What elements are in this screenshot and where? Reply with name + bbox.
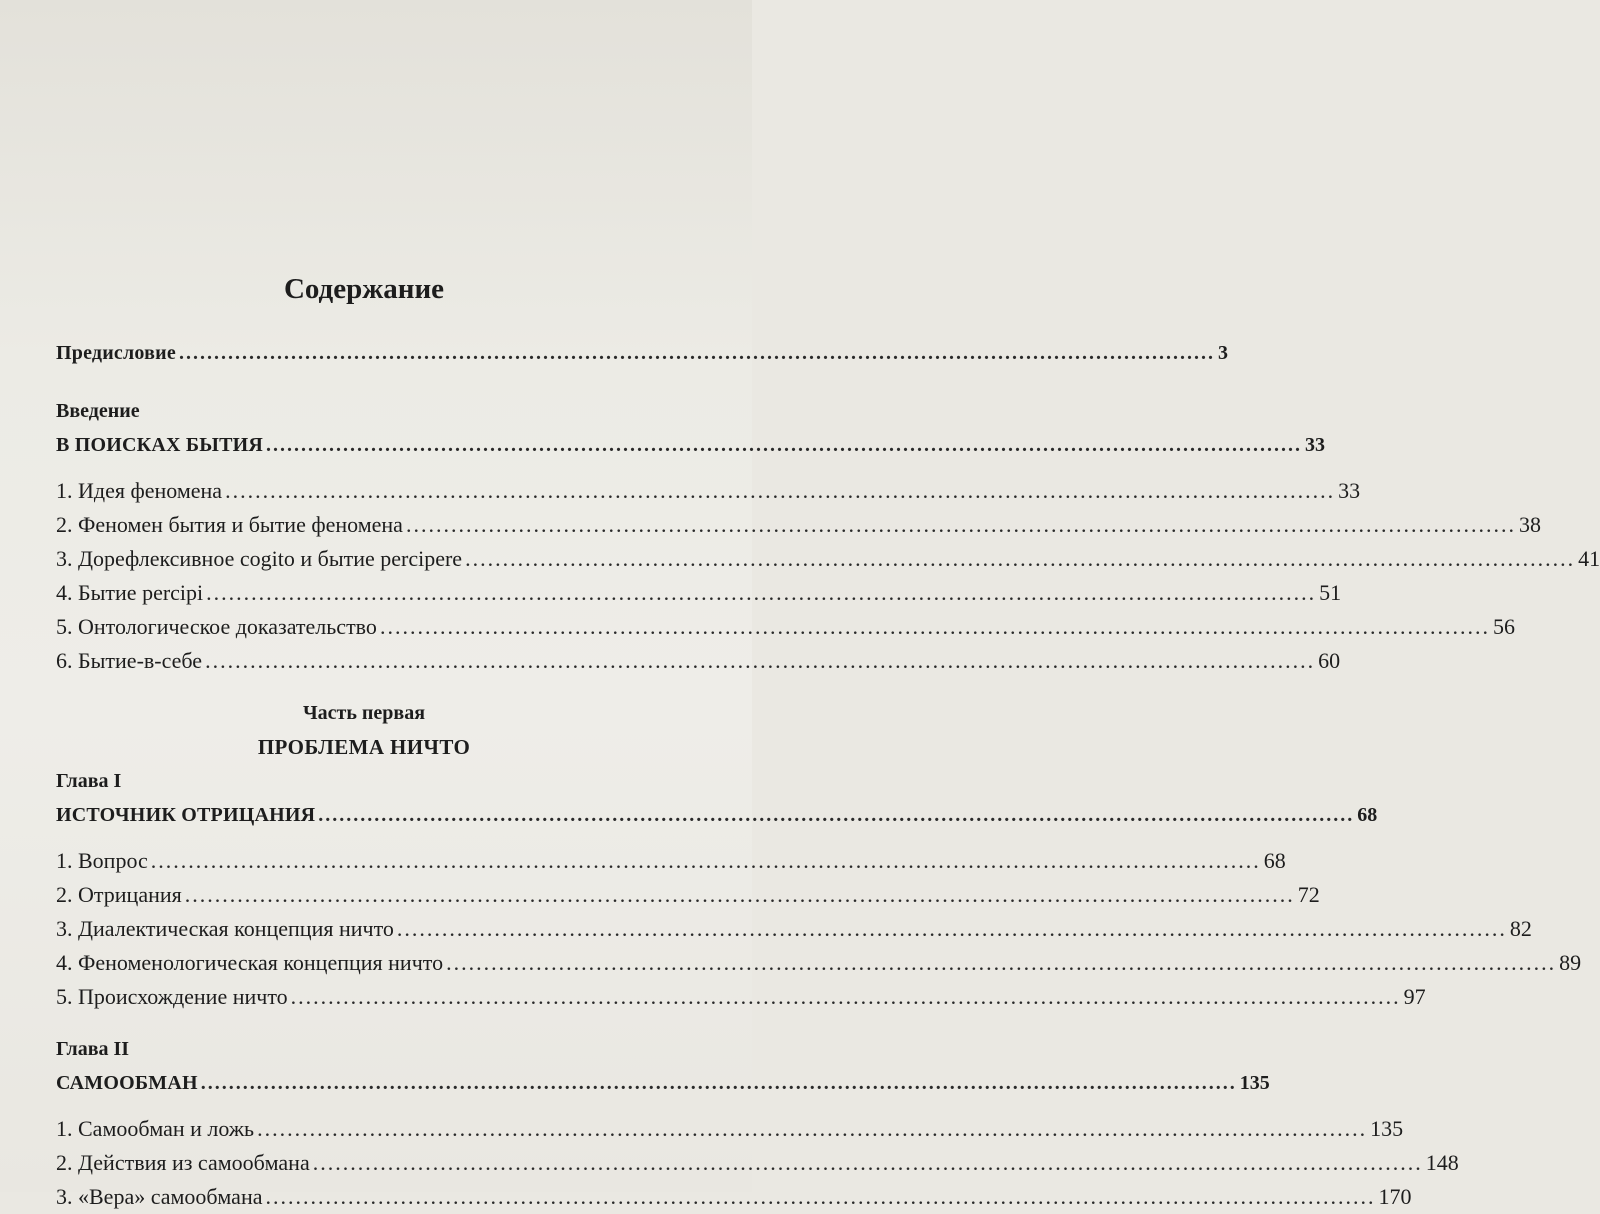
dot-leader	[151, 844, 1261, 878]
toc-page: 135	[1239, 1072, 1270, 1094]
toc-label: 1. Самообман и ложь	[56, 1116, 255, 1141]
dot-leader	[201, 1066, 1237, 1100]
section-heading-introduction: Введение	[56, 400, 140, 422]
dot-leader	[205, 644, 1315, 678]
dot-leader	[225, 474, 1335, 508]
toc-label: Предисловие	[56, 342, 176, 364]
toc-page: 72	[1297, 882, 1320, 907]
toc-page: 68	[1263, 848, 1286, 873]
toc-page: 135	[1370, 1116, 1404, 1141]
toc-label: 4. Бытие percipi	[56, 580, 204, 605]
dot-leader	[318, 798, 1354, 832]
toc-entry	[56, 1146, 1459, 1180]
toc-entry	[56, 844, 1286, 878]
toc-label: 2. Действия из самообмана	[56, 1150, 310, 1175]
dot-leader	[380, 610, 1490, 644]
toc-label: В ПОИСКАХ БЫТИЯ	[56, 434, 264, 456]
part-title: ПРОБЛЕМА НИЧТО	[257, 735, 471, 759]
toc-label: 4. Феноменологическая концепция ничто	[56, 950, 444, 975]
toc-entry	[56, 1112, 1404, 1146]
toc-page: 33	[1305, 434, 1326, 456]
toc-page: 148	[1425, 1150, 1459, 1175]
toc-label: 2. Отрицания	[56, 882, 182, 907]
toc-entry	[56, 912, 1532, 946]
toc-entry	[56, 610, 1515, 644]
toc-label: 3. Дорефлексивное cogito и бытие percipere	[56, 546, 463, 571]
table-of-contents	[56, 272, 1600, 1214]
toc-entry	[56, 878, 1320, 912]
toc-entry-chapter-2-title	[56, 1066, 1270, 1100]
toc-entry	[56, 474, 1361, 508]
dot-leader	[397, 912, 1507, 946]
toc-page: 51	[1319, 580, 1342, 605]
toc-page: 68	[1357, 804, 1378, 826]
toc-label: 6. Бытие-в-себе	[56, 648, 203, 673]
dot-leader	[406, 508, 1516, 542]
toc-entry	[56, 946, 1582, 980]
toc-entry-chapter-1-title	[56, 798, 1378, 832]
dot-leader	[291, 980, 1401, 1014]
toc-entry-preface	[56, 336, 1228, 370]
toc-page: 56	[1492, 614, 1515, 639]
toc-entry	[56, 980, 1426, 1014]
chapter-heading-2: Глава II	[56, 1038, 130, 1060]
toc-entry	[56, 508, 1541, 542]
dot-leader	[266, 428, 1302, 462]
dot-leader	[179, 336, 1215, 370]
toc-entry	[56, 542, 1600, 576]
dot-leader	[446, 946, 1556, 980]
toc-label: 1. Идея феномена	[56, 478, 223, 503]
dot-leader	[206, 576, 1316, 610]
toc-label: 5. Онтологическое доказательство	[56, 614, 377, 639]
chapter-heading-1: Глава I	[56, 770, 122, 792]
toc-entry	[56, 644, 1341, 678]
toc-label: САМООБМАН	[56, 1072, 198, 1094]
toc-label: 3. «Вера» самообмана	[56, 1184, 263, 1209]
toc-page: 170	[1378, 1184, 1412, 1209]
toc-page: 82	[1509, 916, 1532, 941]
part-label: Часть первая	[302, 702, 426, 724]
toc-page: 89	[1559, 950, 1582, 975]
toc-page: 38	[1518, 512, 1541, 537]
dot-leader	[313, 1146, 1423, 1180]
toc-entry-introduction-title	[56, 428, 1326, 462]
toc-entry	[56, 576, 1342, 610]
dot-leader	[185, 878, 1295, 912]
toc-label: 5. Происхождение ничто	[56, 984, 288, 1009]
toc-page: 33	[1338, 478, 1361, 503]
toc-page: 41	[1578, 546, 1600, 571]
toc-label: 3. Диалектическая концепция ничто	[56, 916, 394, 941]
dot-leader	[465, 542, 1575, 576]
dot-leader	[257, 1112, 1367, 1146]
toc-page: 3	[1217, 342, 1228, 364]
dot-leader	[265, 1180, 1375, 1214]
page-title: Содержание	[283, 273, 445, 305]
toc-page: 97	[1403, 984, 1426, 1009]
toc-label: ИСТОЧНИК ОТРИЦАНИЯ	[56, 804, 316, 826]
toc-page: 60	[1318, 648, 1341, 673]
toc-label: 1. Вопрос	[56, 848, 148, 873]
toc-entry	[56, 1180, 1412, 1214]
toc-label: 2. Феномен бытия и бытие феномена	[56, 512, 403, 537]
